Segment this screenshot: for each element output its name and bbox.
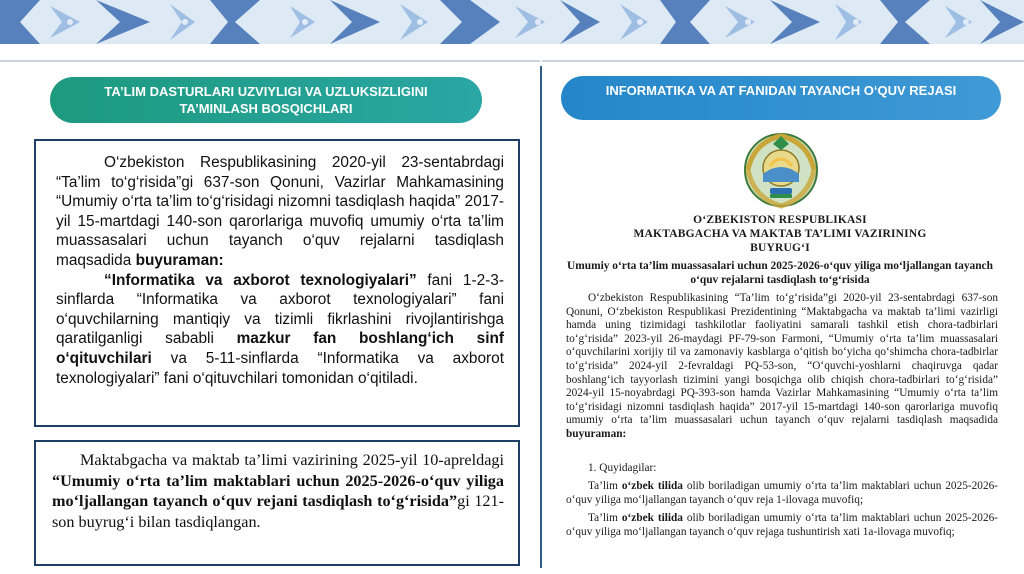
doc-org-line2: MAKTABGACHA VA MAKTAB TA’LIMI VAZIRINING <box>633 228 927 240</box>
doc-item-1: 1. Quyidagilar: <box>588 462 657 474</box>
left-section-header-text: TA’LIM DASTURLARI UZVIYLIGI VA UZLUKSIZLIGINI TA’MINLASH BOSQICHLARI <box>104 84 428 116</box>
left-section-header <box>50 77 482 123</box>
order-approval-box <box>34 440 520 566</box>
order-approval-text: Maktabgacha va maktab ta’limi vazirining 2025-yil 10-apreldagi “Umumiy o‘rta ta’lim maktablari uchun 2025-2026-o‘quv yiliga mo‘ljallangan tayanch o‘quv rejani tasdiqlash to‘g‘risida”gi 121-son buyrug‘i bilan tasdiqlangan. <box>52 451 505 531</box>
doc-paragraph-3: Ta’lim o‘zbek tilida olib boriladigan umumiy o‘rta ta’lim maktablari uchun 2025-2026-o‘quv yiliga mo‘ljallangan tayanch o‘quv rejaga tushuntirish xati 1a-ilovaga muvofiq; <box>566 512 998 538</box>
state-emblem-icon <box>740 130 822 210</box>
right-section-header <box>561 76 1001 120</box>
top-divider-left <box>0 60 540 62</box>
right-section-header-text: INFORMATIKA VA AT FANIDAN TAYANCH O‘QUV REJASI <box>605 83 957 98</box>
top-divider-right <box>542 60 1024 62</box>
doc-order-word: BUYRUG‘I <box>750 242 810 254</box>
doc-preamble: O‘zbekiston Respublikasining “Ta’lim to‘g‘risida”gi 2020-yil 23-sentabrdagi 637-son Qonuni, O‘zbekiston Respublikasi Prezidentining “Maktabgacha va maktab ta’limi vazirligi hamda uning tizimidagi tashkilotlar faoliyatini samarali tashkil etish chora-tadbirlari to‘g‘risida” 2023-yil 26-maydagi PF-79-son Farmoni, “Umumiy o‘rta ta’lim muassasalari o‘quvchilarini xorijiy til va zamonaviy kasblarga o‘qitish bo‘yicha qo‘shimcha chora-tadbirlar to‘g‘risida” 2024-yil 2-fevraldagi PQ-53-son, “O‘quvchi-yoshlarni chaqiruvga qadar boshlang‘ich tayyorlash tizimini yangi bosqichga olib chiqish chora-tadbirlari to‘g‘risida” 2024-yil 15-noyabrdagi PQ-393-son hamda Vazirlar Mahkamasining “Umumiy o‘rta ta’lim to‘g‘risidagi nizomni tasdiqlash haqida” 2017-yil 15-martdagi 140-son qarorlariga muvofiq umumiy o‘rta ta’lim muassasalari uchun tayanch o‘quv rejalarni tasdiqlash maqsadida buyuraman: <box>566 292 998 440</box>
column-separator <box>540 66 542 568</box>
decree-summary-box <box>34 139 520 427</box>
doc-org-line1: O‘ZBEKISTON RESPUBLIKASI <box>693 214 867 226</box>
ministry-order-document <box>556 128 1004 568</box>
doc-title: Umumiy o‘rta ta’lim muassasalari uchun 2025-2026-o‘quv yiliga mo‘ljallangan tayanch o‘quv rejalarni tasdiqlash to‘g‘risida <box>567 260 993 286</box>
decree-summary-text: O‘zbekiston Respublikasining 2020-yil 23-sentabrdagi “Ta’lim to‘g‘risida”gi 637-son Qonuni, Vazirlar Mahkamasining “Umumiy o‘rta ta’lim to‘g‘risidagi nizomni tasdiqlash haqida” 2017-yil 15-martdagi 140-son qarorlariga muvofiq umumiy o‘rta ta’lim muassasalari uchun tayanch o‘quv rejalarni tasdiqlash maqsadida buyuraman: “Informatika va axborot texnologiyalari” fani 1-2-3-sinflarda “Informatika va axborot texnologiyalari” fani o‘quvchilarning mantiqiy va tizimli fikrlashini rivojlantirishga qaratilganligi sababli mazkur fan boshlang‘ich sinf o‘qituvchilari va 5-11-sinflarda “Informatika va axborot texnologiyalari” fani o‘qituvchilari tomonidan o‘qitiladi. <box>56 154 504 387</box>
doc-paragraph-2: Ta’lim o‘zbek tilida olib boriladigan umumiy o‘rta ta’lim maktablari uchun 2025-2026-o‘quv yiliga mo‘ljallangan tayanch o‘quv reja 1-ilovaga muvofiq; <box>566 480 998 506</box>
ikat-pattern-banner <box>0 0 1024 44</box>
